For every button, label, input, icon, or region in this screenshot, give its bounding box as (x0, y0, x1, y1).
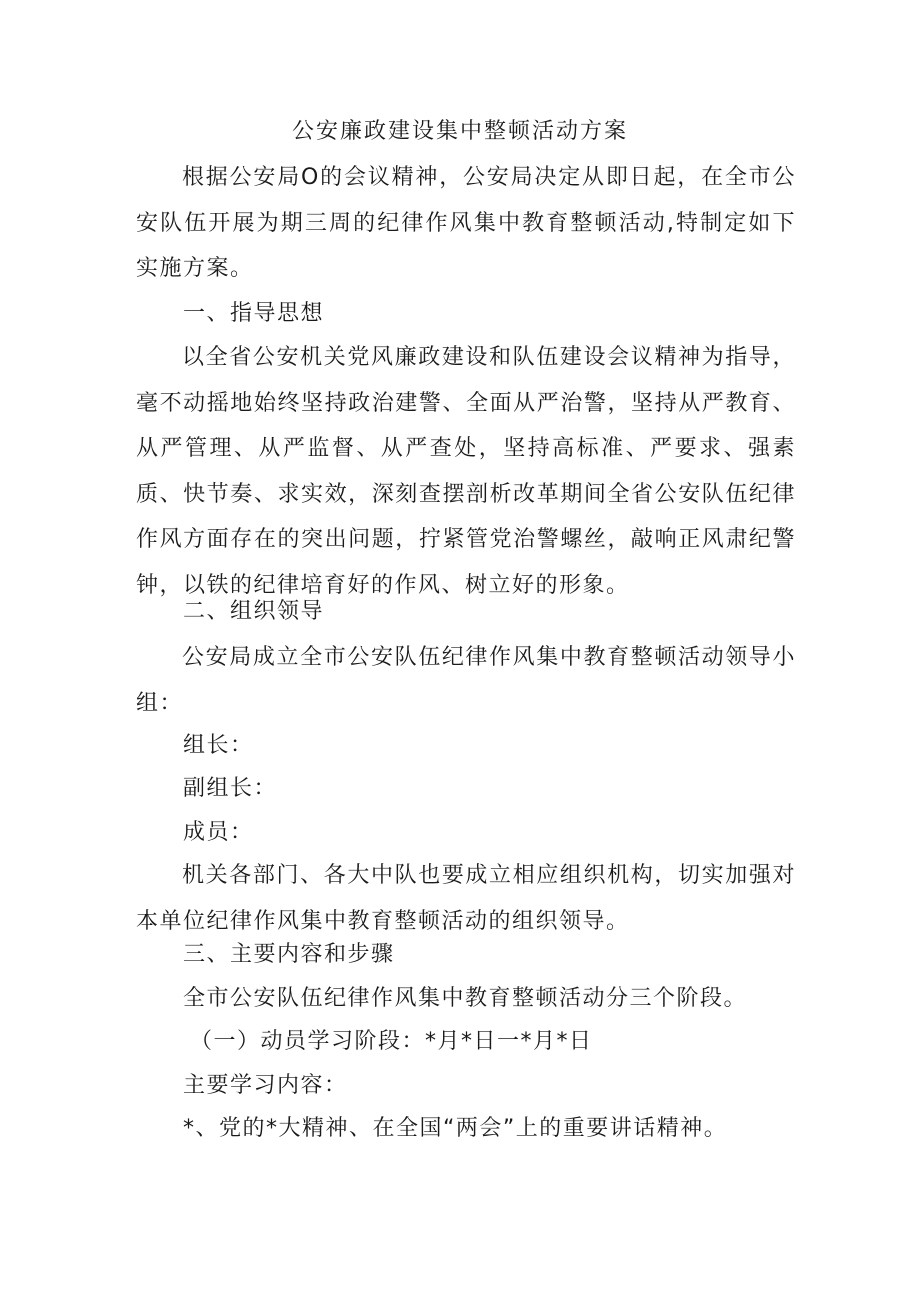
study-item-one: *、党的*大精神、在全国“两会”上的重要讲话精神。 (183, 1116, 728, 1141)
organization-paragraph: 公安局成立全市公安队伍纪律作风集中教育整顿活动领导小组： (136, 645, 796, 716)
intro-paragraph: 根据公安局O的会议精神，公安局决定从即日起，在全市公安队伍开展为期三周的纪律作风集中教育整顿活动,特制定如下实施方案。 (136, 165, 796, 281)
guiding-ideology-paragraph: 以全省公安机关党风廉政建设和队伍建设会议精神为指导，毫不动摇地始终坚持政治建警、全面从严治警，坚持从严教育、从严管理、从严监督、从严查处，坚持高标准、严要求、强素质、快节奏、求实效，深刻查摆剖析改革期间全省公安队伍纪律作风方面存在的突出问题，拧紧管党治警螺丝，敲响正风肃纪警钟，以铁的纪律培育好的作风、树立好的形象。 (136, 345, 796, 598)
document-title: 公安廉政建设集中整顿活动方案 (291, 119, 628, 144)
section-heading-content-steps: 三、主要内容和步骤 (183, 942, 395, 967)
section-heading-organization: 二、组织领导 (183, 599, 325, 624)
section-heading-guiding-ideology: 一、指导思想 (183, 301, 325, 326)
members-line: 成员： (183, 820, 254, 845)
leader-line: 组长： (183, 733, 254, 758)
deputy-leader-line: 副组长： (183, 776, 278, 801)
study-content-label: 主要学习内容： (183, 1073, 348, 1098)
organization-note-paragraph: 机关各部门、各大中队也要成立相应组织机构，切实加强对本单位纪律作风集中教育整顿活动的组织领导。 (136, 863, 796, 934)
stage-one-line: （一）动员学习阶段：*月*日一*月*日 (190, 1029, 593, 1054)
content-steps-paragraph: 全市公安队伍纪律作风集中教育整顿活动分三个阶段。 (183, 986, 748, 1011)
